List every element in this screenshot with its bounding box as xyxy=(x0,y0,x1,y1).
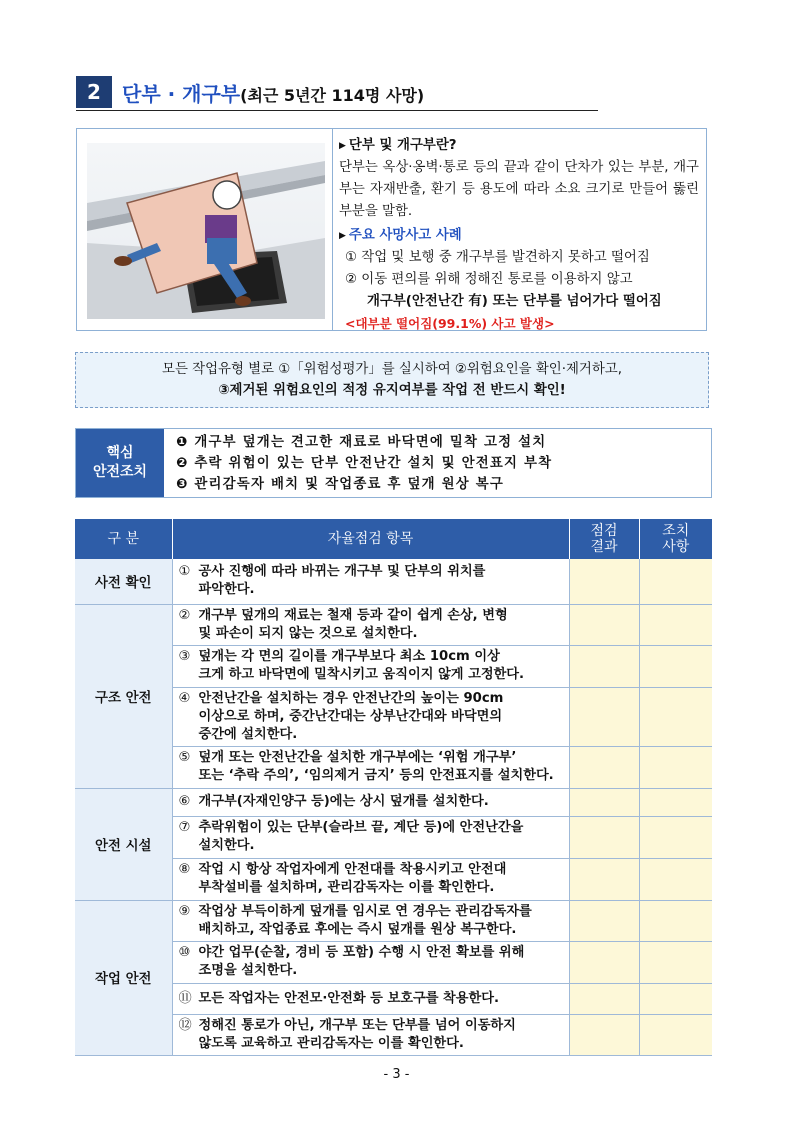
check-result-cell[interactable] xyxy=(569,900,639,941)
check-result-cell[interactable] xyxy=(569,559,639,604)
header-category: 구 분 xyxy=(75,519,172,559)
section-header xyxy=(76,76,598,111)
item-text: 공사 진행에 따라 바뀌는 개구부 및 단부의 위치를 xyxy=(198,564,486,580)
intro-divider xyxy=(332,129,333,330)
checklist-item xyxy=(172,858,569,900)
checklist-table xyxy=(75,519,712,1056)
section-title xyxy=(122,78,424,107)
item-number: ⑧ xyxy=(178,862,191,877)
check-result-cell[interactable] xyxy=(569,941,639,983)
triangle-bullet-icon: ▶ xyxy=(339,141,346,151)
item-text: 또는 ‘추락 주의’, ‘임의제거 금지’ 등의 안전표지를 설치한다. xyxy=(198,768,554,783)
item-text: 조명을 설치한다. xyxy=(198,963,298,978)
checklist-item xyxy=(172,645,569,687)
check-result-cell[interactable] xyxy=(569,1014,639,1055)
checklist-item xyxy=(172,559,569,604)
action-cell[interactable] xyxy=(639,604,712,645)
case-2b: 개구부(안전난간 有) 또는 단부를 넘어가다 떨어짐 xyxy=(367,294,662,309)
definition-text: 단부는 옥상·옹벽·통로 등의 끝과 같이 단차가 있는 부분, 개구부는 자재반출, 환기 등 용도에 따라 소요 크기로 만들어 뚫린 부분을 말함. xyxy=(339,160,699,219)
risk-assessment-notice xyxy=(75,352,709,408)
item-text: 정해진 통로가 아닌, 개구부 또는 단부를 넘어 이동하지 xyxy=(198,1017,516,1033)
item-text: 크게 하고 바닥면에 밀착시키고 움직이지 않게 고정한다. xyxy=(198,667,525,682)
item-text: 추락위험이 있는 단부(슬라브 끝, 계단 등)에 안전난간을 xyxy=(198,820,524,835)
item-number: ④ xyxy=(178,690,191,706)
section-title-main: 단부 · 개구부 xyxy=(122,82,241,106)
item-text: 모든 작업자는 안전모·안전화 등 보호구를 착용한다. xyxy=(198,990,499,1006)
item-text: 덮개 또는 안전난간을 설치한 개구부에는 ‘위험 개구부’ xyxy=(198,750,517,765)
checklist-item xyxy=(172,900,569,941)
core-item: ❸ 관리감독자 배치 및 작업종료 후 덮개 원상 복구 xyxy=(176,477,505,492)
fall-accident-illustration xyxy=(87,143,325,319)
table-row xyxy=(75,604,712,645)
item-number: ② xyxy=(178,607,191,623)
check-result-cell[interactable] xyxy=(569,858,639,900)
notice-line-1: 모든 작업유형 별로 ①「위험성평가」를 실시하여 ②위험요인을 확인·제거하고, xyxy=(162,362,622,377)
item-text: 이상으로 하며, 중간난간대는 상부난간대와 바닥면의 xyxy=(198,708,503,724)
item-text: 덮개는 각 면의 길이를 개구부보다 최소 10cm 이상 xyxy=(198,649,500,664)
page-number: - 3 - xyxy=(383,1067,410,1082)
check-result-cell[interactable] xyxy=(569,604,639,645)
item-text: 및 파손이 되지 않는 것으로 설치한다. xyxy=(198,625,418,641)
checklist-item xyxy=(172,746,569,788)
checklist-item xyxy=(172,604,569,645)
item-text: 작업 시 항상 작업자에게 안전대를 착용시키고 안전대 xyxy=(198,862,507,877)
item-number: ⑩ xyxy=(178,945,191,960)
item-number: ⑥ xyxy=(178,794,191,809)
checklist-item xyxy=(172,1014,569,1055)
action-cell[interactable] xyxy=(639,941,712,983)
item-number: ⑨ xyxy=(178,903,191,919)
triangle-bullet-icon: ▶ xyxy=(339,231,346,241)
case-1: ① 작업 및 보행 중 개구부를 발견하지 못하고 떨어짐 xyxy=(345,250,650,265)
table-row xyxy=(75,900,712,941)
item-number: ⑤ xyxy=(178,750,191,765)
action-cell[interactable] xyxy=(639,645,712,687)
checklist-item xyxy=(172,816,569,858)
item-text: 안전난간을 설치하는 경우 안전난간의 높이는 90cm xyxy=(198,690,504,706)
check-result-cell[interactable] xyxy=(569,816,639,858)
core-item: ❷ 추락 위험이 있는 단부 안전난간 설치 및 안전표지 부착 xyxy=(176,456,553,471)
item-text: 작업상 부득이하게 덮개를 임시로 연 경우는 관리감독자를 xyxy=(198,903,532,919)
item-text: 야간 업무(순찰, 경비 등 포함) 수행 시 안전 확보를 위해 xyxy=(198,945,525,960)
check-result-cell[interactable] xyxy=(569,788,639,816)
case-heading: 주요 사망사고 사례 xyxy=(348,228,462,243)
header-items: 자율점검 항목 xyxy=(172,519,569,559)
checklist-item xyxy=(172,788,569,816)
item-text: 파악한다. xyxy=(198,582,255,598)
action-cell[interactable] xyxy=(639,900,712,941)
action-cell[interactable] xyxy=(639,1014,712,1055)
action-cell[interactable] xyxy=(639,858,712,900)
item-number: ⑦ xyxy=(178,820,191,835)
core-safety-label: 핵심 안전조치 xyxy=(76,429,164,497)
intro-text xyxy=(339,135,699,336)
core-item: ❶ 개구부 덮개는 견고한 재료로 바닥면에 밀착 고정 설치 xyxy=(176,435,547,450)
header-result: 점검 결과 xyxy=(569,519,639,559)
core-safety-list xyxy=(176,432,552,495)
item-number: ⑪ xyxy=(178,990,192,1006)
check-result-cell[interactable] xyxy=(569,746,639,788)
item-text: 개구부(자재인양구 등)에는 상시 덮개를 설치한다. xyxy=(198,794,489,809)
action-cell[interactable] xyxy=(639,816,712,858)
check-result-cell[interactable] xyxy=(569,687,639,746)
table-row xyxy=(75,559,712,604)
action-cell[interactable] xyxy=(639,983,712,1014)
checklist-item xyxy=(172,983,569,1014)
section-number: 2 xyxy=(76,76,112,108)
item-text: 부착설비를 설치하며, 관리감독자는 이를 확인한다. xyxy=(198,880,495,895)
table-row xyxy=(75,788,712,816)
checklist-item xyxy=(172,687,569,746)
core-safety-box xyxy=(75,428,712,498)
checklist-item xyxy=(172,941,569,983)
case-2a: ② 이동 편의를 위해 정해진 통로를 이용하지 않고 xyxy=(345,272,633,287)
check-result-cell[interactable] xyxy=(569,645,639,687)
table-header-row xyxy=(75,519,712,559)
item-text: 않도록 교육하고 관리감독자는 이를 확인한다. xyxy=(198,1035,464,1051)
item-text: 중간에 설치한다. xyxy=(198,726,298,742)
action-cell[interactable] xyxy=(639,746,712,788)
action-cell[interactable] xyxy=(639,687,712,746)
action-cell[interactable] xyxy=(639,559,712,604)
item-number: ① xyxy=(178,564,191,580)
notice-line-2: ③제거된 위험요인의 적정 유지여부를 작업 전 반드시 확인! xyxy=(218,383,566,398)
item-number: ⑫ xyxy=(178,1017,192,1033)
category-cell: 안전 시설 xyxy=(75,788,172,900)
accident-note: <대부분 떨어짐(99.1%) 사고 발생> xyxy=(345,316,555,331)
definition-heading: 단부 및 개구부란? xyxy=(348,138,457,153)
section-title-sub: (최근 5년간 114명 사망) xyxy=(240,86,425,105)
category-cell: 작업 안전 xyxy=(75,900,172,1055)
action-cell[interactable] xyxy=(639,788,712,816)
item-text: 배치하고, 작업종료 후에는 즉시 덮개를 원상 복구한다. xyxy=(198,921,517,937)
item-text: 설치한다. xyxy=(198,838,255,853)
intro-box xyxy=(76,128,707,331)
header-action: 조치 사항 xyxy=(639,519,712,559)
item-number: ③ xyxy=(178,649,191,664)
category-cell: 구조 안전 xyxy=(75,604,172,788)
category-cell: 사전 확인 xyxy=(75,559,172,604)
check-result-cell[interactable] xyxy=(569,983,639,1014)
item-text: 개구부 덮개의 재료는 철재 등과 같이 쉽게 손상, 변형 xyxy=(198,607,508,623)
